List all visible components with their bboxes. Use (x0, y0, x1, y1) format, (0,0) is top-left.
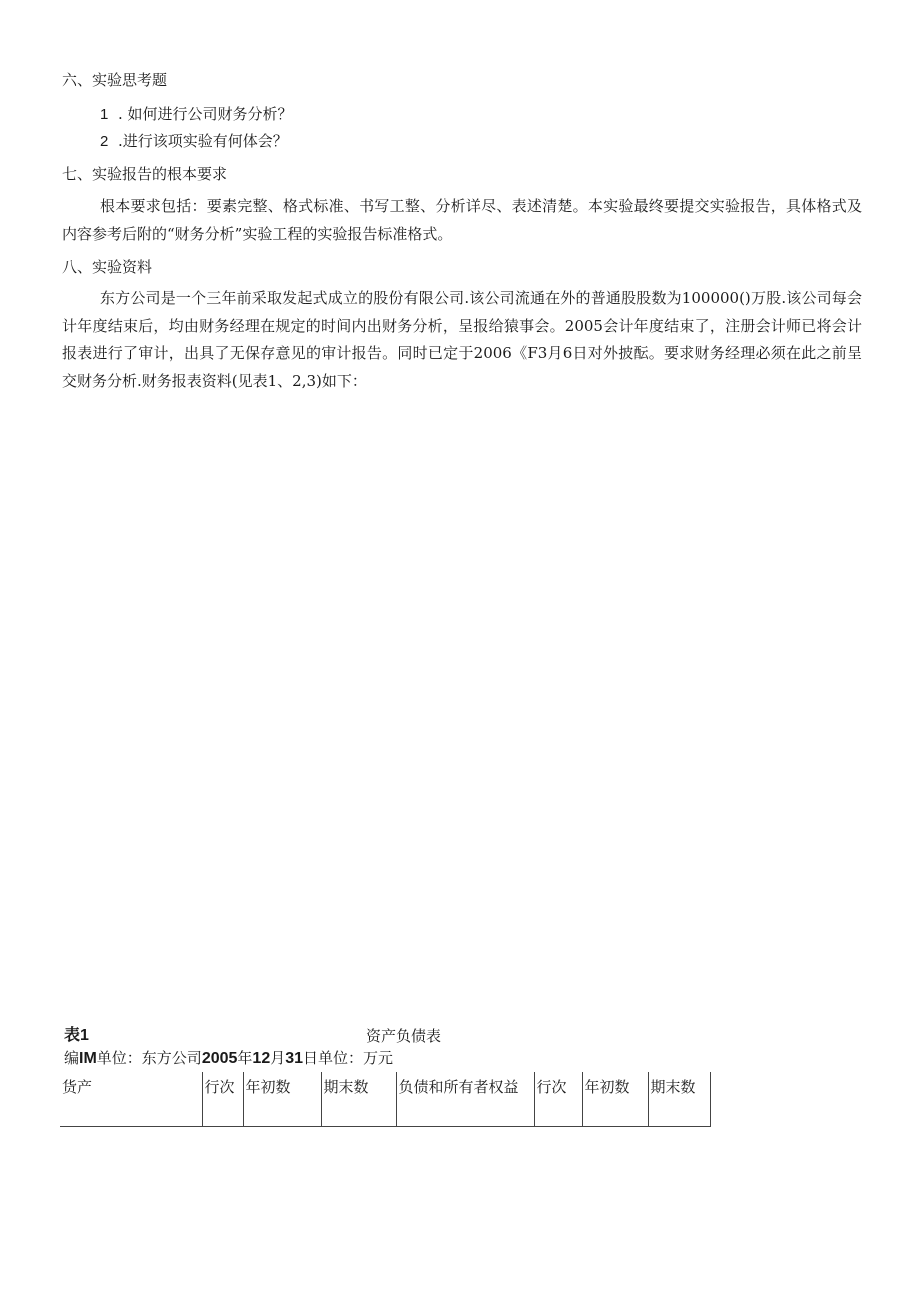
balance-sheet-table (60, 1072, 711, 1127)
question-2 (100, 131, 288, 152)
table-header-row (60, 1072, 710, 1127)
section-seven-body (62, 193, 862, 248)
header-opening: 年初数 (243, 1072, 321, 1127)
meta-prefix: 编 (64, 1049, 80, 1067)
header-closing: 期末数 (321, 1072, 396, 1127)
meta-day: 31 (285, 1050, 304, 1067)
meta-code: IM (79, 1050, 97, 1067)
section-six-title: 六、实验思考题 (62, 71, 168, 89)
section-eight-title: 八、实验资料 (62, 258, 153, 276)
meta-month: 12 (252, 1050, 271, 1067)
question-2-number: 2 (100, 133, 109, 150)
table1-label: 表1 (64, 1027, 89, 1044)
header-opening-2: 年初数 (582, 1072, 648, 1127)
question-1 (100, 104, 293, 125)
question-1-number: 1 (100, 106, 109, 123)
meta-company: 单位：东方公司 (96, 1049, 202, 1067)
meta-year-unit: 年 (237, 1049, 253, 1067)
table1-meta (64, 1048, 393, 1069)
header-assets: 货产 (60, 1072, 202, 1127)
section-eight-paragraph: 东方公司是一个三年前采取发起式成立的股份有限公司.该公司流通在外的普通股股数为100000()万股.该公司每会计年度结束后，均由财务经理在规定的时间内出财务分析，呈报给猿事会。2005会计年度结束了，注册会计师已将会计报表进行了审计，出具了无保存意见的审计报告。同时已定于2006《F3月6日对外披酝。要求财务经理必须在此之前呈交财务分析.财务报表资料(见表1、2,3)如下： (62, 289, 862, 390)
header-row-no: 行次 (202, 1072, 243, 1127)
meta-year: 2005 (201, 1050, 238, 1067)
header-row-no-2: 行次 (534, 1072, 582, 1127)
meta-month-unit: 月 (270, 1049, 286, 1067)
meta-unit: 日单位：万元 (303, 1049, 394, 1067)
question-2-text: .进行该项实验有何体会？ (118, 132, 288, 150)
question-1-text: . 如何进行公司财务分析？ (118, 105, 293, 123)
header-liabilities-equity: 负债和所有者权益 (396, 1072, 534, 1127)
section-eight-body (62, 285, 862, 395)
section-seven-paragraph: 根本要求包括：要素完整、格式标准、书写工整、分析详尽、表述清楚。本实验最终要提交实验报告，具体格式及内容参考后附的“财务分析”实验工程的实验报告标准格式。 (62, 197, 862, 243)
header-closing-2: 期末数 (648, 1072, 710, 1127)
table1-title: 资产负债表 (366, 1027, 442, 1045)
section-seven-title: 七、实验报告的根本要求 (62, 165, 228, 183)
